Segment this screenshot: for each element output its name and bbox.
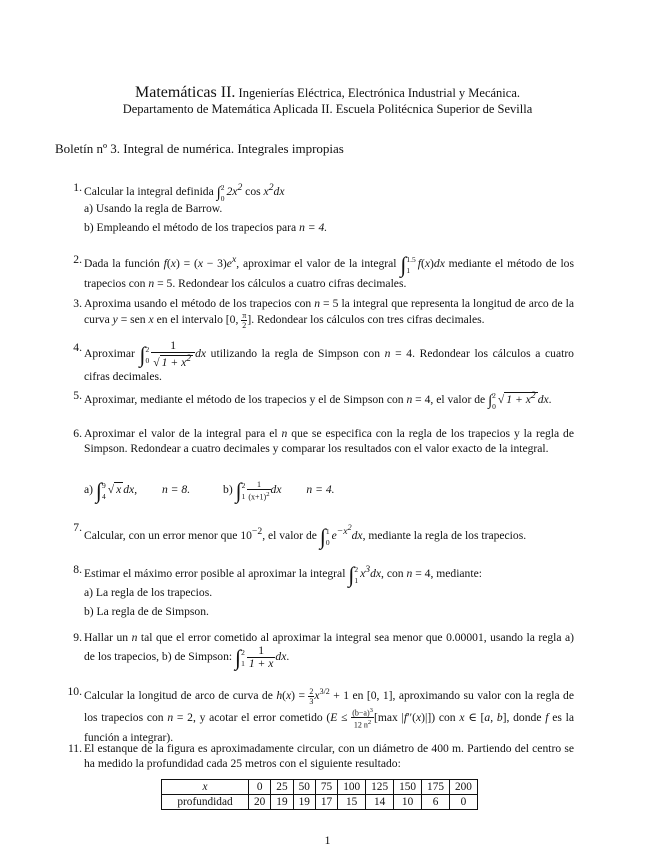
- exercise-9: 9. Hallar un n tal que el error cometido al aproximar la integral sea menor que 0.00001, usando la regla a) de los trapecios, b) de Simpson: ∫ 2 1 $\frac{1}{1 + x}$ dx.: [73, 631, 574, 671]
- table-cell: 150: [394, 780, 422, 795]
- table-cell: 200: [450, 780, 478, 795]
- exercise-1-sub-b: b) Empleando el método de los trapecios para n = 4.: [84, 221, 328, 234]
- table-cell: 125: [366, 780, 394, 795]
- exercise-8-sub-b: b) La regla de de Simpson.: [84, 605, 209, 618]
- table-cell: 0: [249, 780, 271, 795]
- subject-title: Matemáticas II.: [135, 84, 236, 101]
- table-cell: 100: [338, 780, 366, 795]
- exercise-number: 1.: [73, 181, 82, 194]
- table-cell: 20: [249, 795, 271, 810]
- table-cell: 19: [293, 795, 315, 810]
- exercise-10: 10. Calcular la longitud de arco de curva de h(x) = $\frac{2}{3}$ $x^{3/2} + 1$ en [0, 1], aproximando su valor con la regla de los trapecios con n = 2, y acotar el error cometido (E ≤ $\frac{(b-a)^3}{12 n^2}$ [max |f′′(x)|]) con x ∈ [a, b], donde f es la función a integrar).: [67, 685, 574, 745]
- boletin-title: Boletín nº 3. Integral de numérica. Integrales impropias: [55, 141, 344, 156]
- table-cell: 0: [450, 795, 478, 810]
- exercise-5: 5. Aproximar, mediante el método de los trapecios y el de Simpson con n = 4, el valor de ∫ 2 0 √ $1 + x^2$ dx.: [73, 389, 552, 411]
- page-number: 1: [324, 833, 331, 847]
- depth-table: [161, 779, 478, 810]
- table-cell: 15: [338, 795, 366, 810]
- table-cell: 175: [422, 780, 450, 795]
- table-cell: 19: [271, 795, 293, 810]
- exercise-1-sub-a: a) Usando la regla de Barrow.: [84, 202, 223, 215]
- table-row: [162, 780, 478, 795]
- table-cell: 25: [271, 780, 293, 795]
- degrees-text: Ingenierías Eléctrica, Electrónica Industrial y Mecánica.: [238, 86, 520, 100]
- exercise-2: 2. Dada la función $f(x) = (x - 3)e^x$, aproximar el valor de la integral ∫ 1.5 1 f(x)dx mediante el método de los trapecios con n = 5. Redondear los cálculos a cuatro cifras decimales.: [73, 251, 574, 290]
- exercise-11: 11. El estanque de la figura es aproximadamente circular, con un diámetro de 400 m. Partiendo del centro se ha medido la profundidad cada 25 metros con el siguiente resultado:: [67, 742, 574, 770]
- department-line: Departamento de Matemática Aplicada II. Escuela Politécnica Superior de Sevilla: [122, 102, 533, 116]
- exercise-8: 8. Estimar el máximo error posible al aproximar la integral ∫ 2 1 $x^3dx$, con n = 4, mediante:: [73, 561, 482, 587]
- table-header-x: x: [162, 780, 249, 795]
- table-row: [162, 795, 478, 810]
- exercise-text: Calcular la integral definida: [84, 184, 214, 198]
- table-cell: 6: [422, 795, 450, 810]
- exercise-6: 6. Aproximar el valor de la integral para el n que se especifica con la regla de los trapecios y la regla de Simpson. Redondear a cuatro decimales y comparar los resultados con el valor exacto de la integral.: [73, 427, 574, 455]
- exercise-3: 3. Aproxima usando el método de los trapecios con n = 5 la integral que representa la longitud de arco de la curva y = sen x en el intervalo [0, $\frac{\pi}{2}$ ]. Redondear los cálculos con tres cifras decimales.: [73, 297, 574, 330]
- table-header-depth: profundidad: [162, 795, 249, 810]
- exercise-4: 4. Aproximar ∫ 2 0 $\frac{1}{√ 1 + x^2}$ dx utilizando la regla de Simpson con n = 4. Redondear los cálculos a cuatro cifras decimales.: [73, 339, 574, 383]
- exercise-8-sub-a: a) La regla de los trapecios.: [84, 586, 213, 599]
- header-line-1: [0, 84, 655, 102]
- table-cell: 50: [293, 780, 315, 795]
- exercise-6-parts: a) ∫ 9 4 √ x dx, n = 8. b) ∫ 2 1 $\frac{1}{(x+1)^2}$ dx n = 4.: [84, 478, 335, 503]
- table-cell: 17: [315, 795, 337, 810]
- exercise-7: 7. Calcular, con un error menor que $10^{-2}$, el valor de ∫ 1 0 $e^{-x^2}dx$, mediante la regla de los trapecios.: [73, 521, 527, 550]
- table-cell: 14: [366, 795, 394, 810]
- exercise-1: 1. Calcular la integral definida ∫ 2 0 $2x^2$ $\cos x^2dx$: [64, 180, 574, 204]
- table-cell: 75: [315, 780, 337, 795]
- table-cell: 10: [394, 795, 422, 810]
